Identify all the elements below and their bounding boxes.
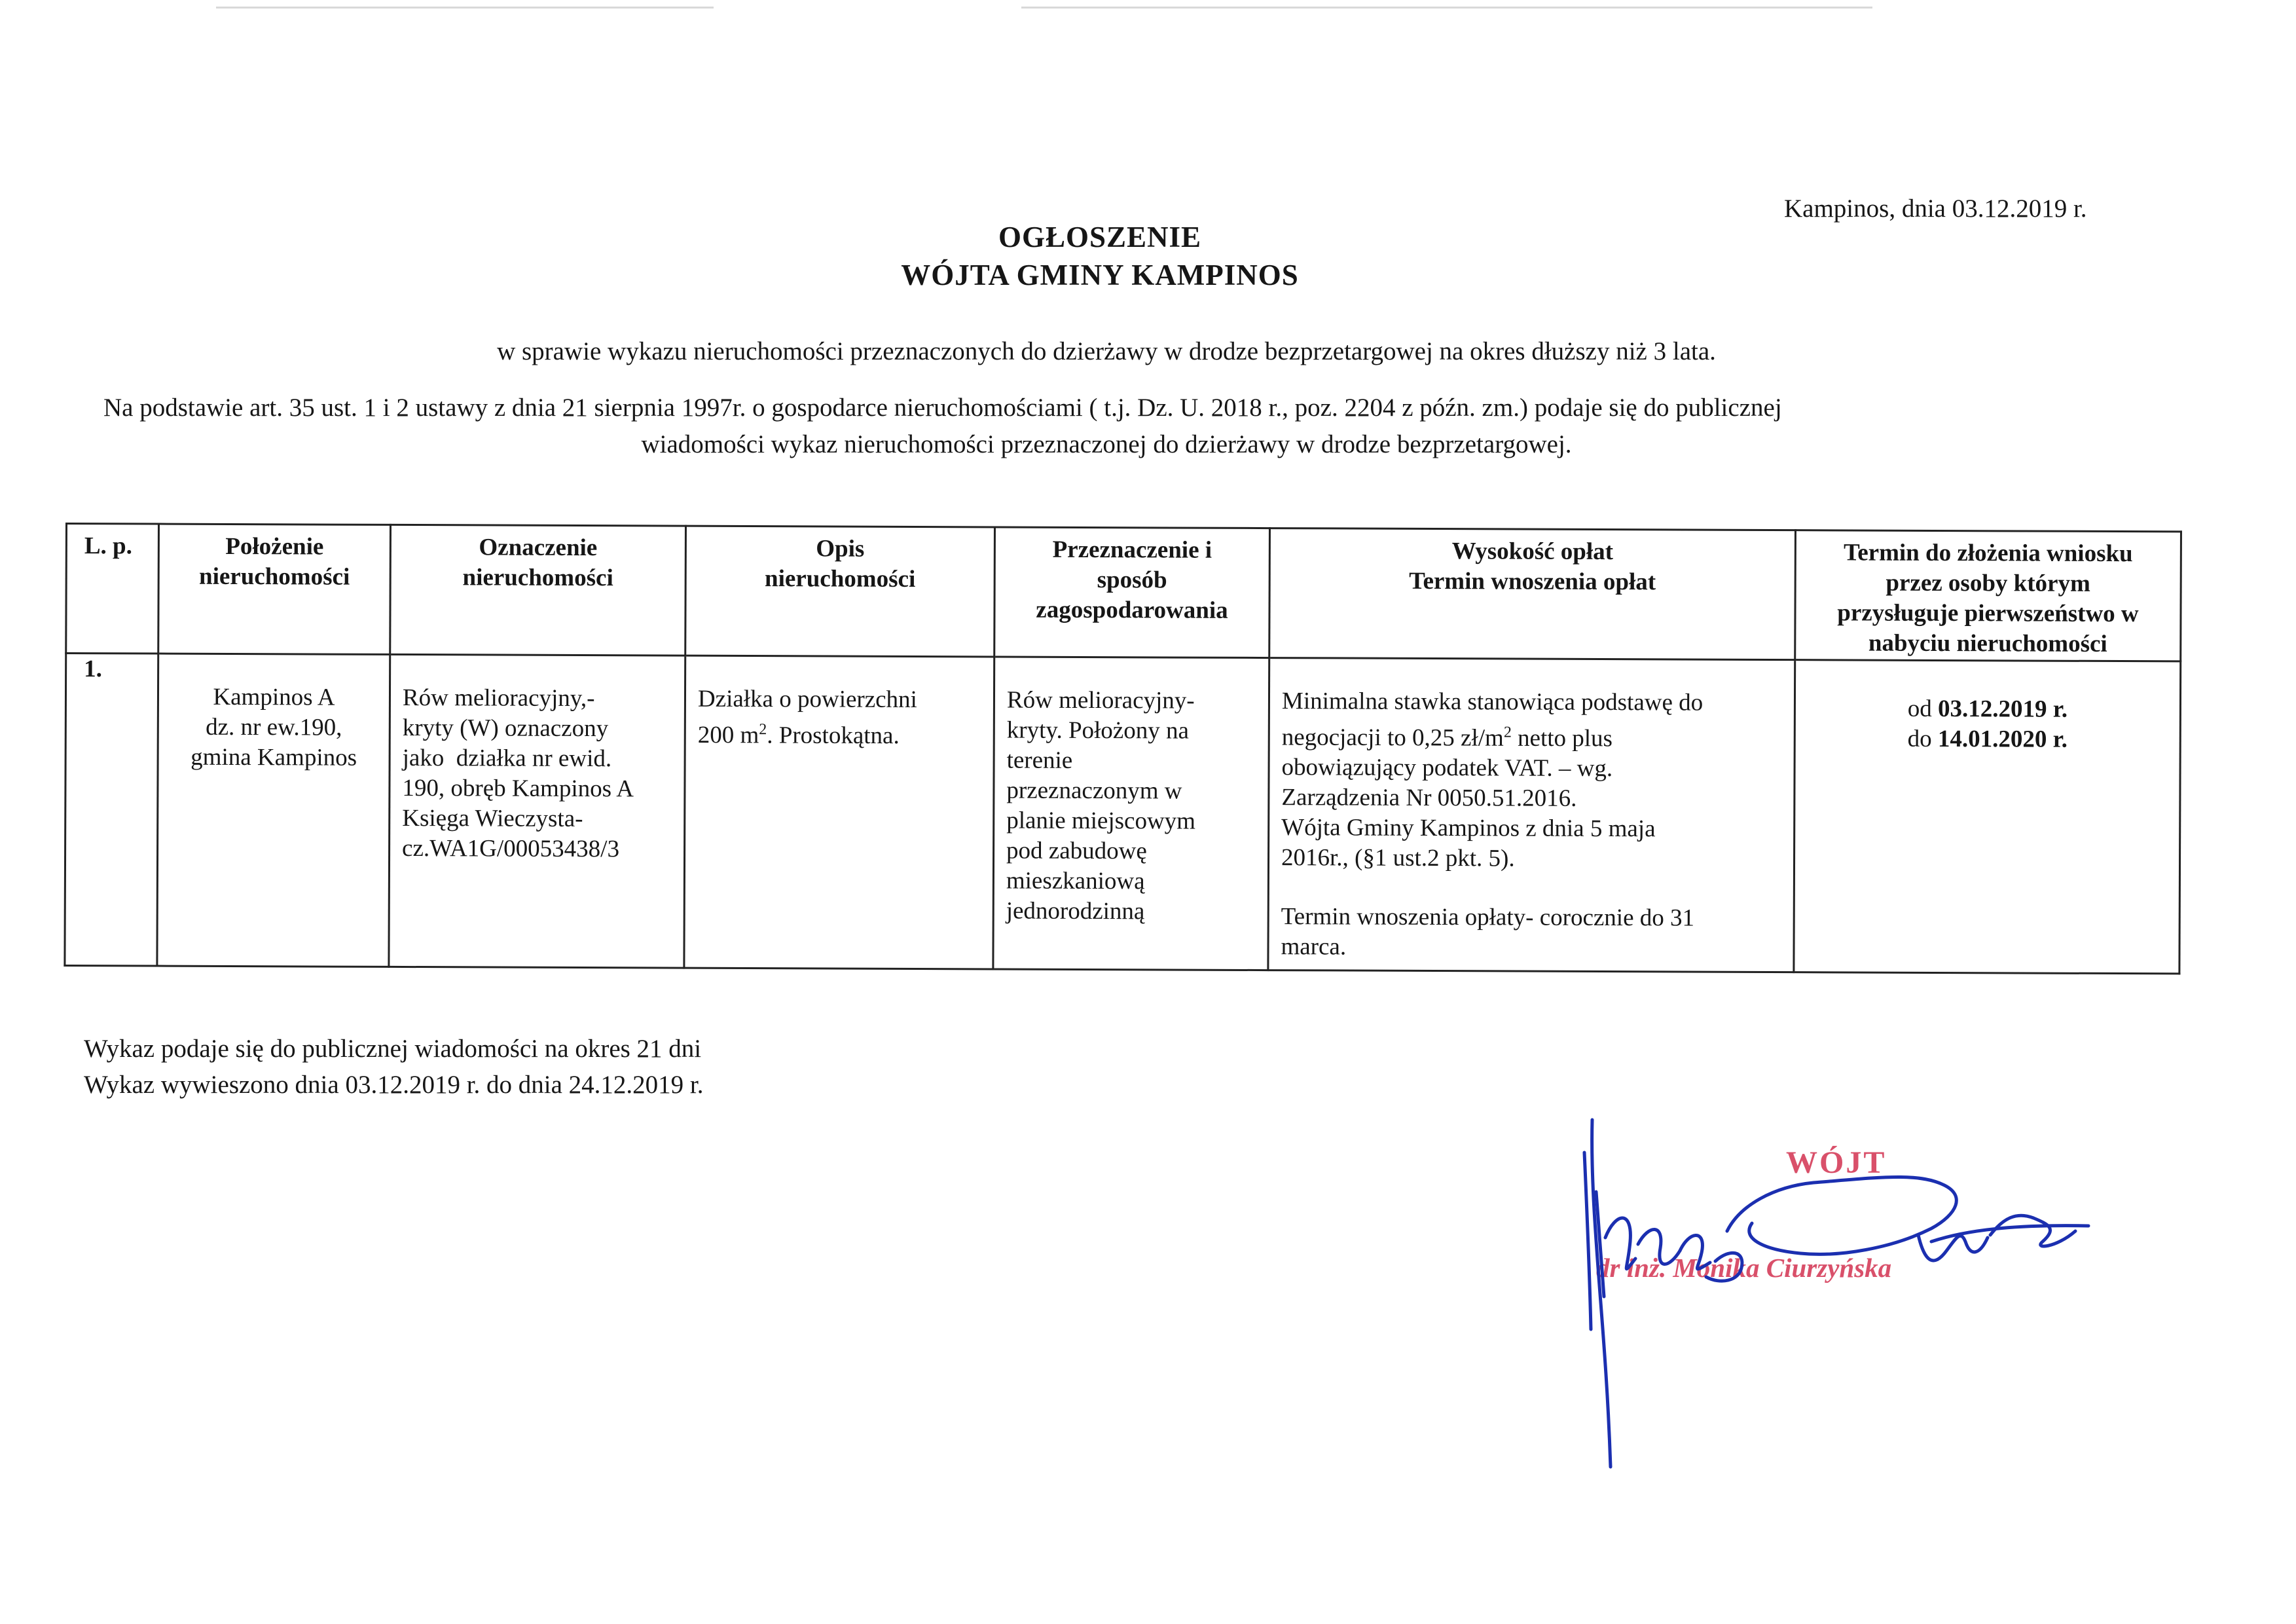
header-oznaczenie: Oznaczenie nieruchomości [390,525,686,655]
header-polozenie: Położenie nieruchomości [158,524,391,654]
header-przeznaczenie: Przeznaczenie i sposób zagospodarowania [994,527,1270,658]
footer-line1: Wykaz podaje się do publicznej wiadomości na okres 21 dni [84,1035,702,1063]
stamp-name: dr inż. Monika Ciurzyńska [1596,1253,1892,1283]
cell-oznaczenie: Rów melioracyjny,- kryty (W) oznaczony jako działka nr ewid. 190, obręb Kampinos A Księga Wieczysta- cz.WA1G/00053438/3 [389,654,685,968]
header-wysokosc-oplat: Wysokość opłat Termin wnoszenia opłat [1269,528,1796,660]
header-lp: L. p. [66,524,159,654]
document-title-line1: OGŁOSZENIE [998,221,1202,253]
table-header-row [66,524,2181,661]
cell-termin-wniosku: od 03.12.2019 r. do 14.01.2020 r. [1794,660,2181,974]
property-table [64,523,2182,974]
footer-notes [84,1031,704,1103]
header-termin-wniosku: Termin do złożenia wniosku przez osoby którym przysługuje pierwszeństwo w nabyciu nieruchomości [1795,530,2181,661]
document-date: Kampinos, dnia 03.12.2019 r. [1784,194,2087,223]
table-row [65,654,2181,974]
legal-basis-line1: Na podstawie art. 35 ust. 1 i 2 ustawy z dnia 21 sierpnia 1997r. o gospodarce nieruchomościami ( t.j. Dz. U. 2018 r., poz. 2204 z późn. zm.) podaje się do publicznej [103,394,1782,422]
document-subject: w sprawie wykazu nieruchomości przeznaczonych do dzierżawy w drodze bezprzetargowej na okres dłuższy niż 3 lata. [497,337,1716,365]
stamp-title: WÓJT [1786,1145,1887,1180]
scan-edge-line [1021,7,1872,9]
cell-opis: Działka o powierzchni 200 $m^2$. Prostokątna. [684,655,994,969]
cell-lp: 1. [65,654,158,967]
header-opis: Opis nieruchomości [685,526,995,657]
handwritten-signature [1565,1113,2108,1480]
legal-basis-line2: wiadomości wykaz nieruchomości przeznaczonej do dzierżawy w drodze bezprzetargowej. [641,430,1572,458]
document-title-line2: WÓJTA GMINY KAMPINOS [901,259,1299,291]
footer-line2: Wykaz wywieszono dnia 03.12.2019 r. do dnia 24.12.2019 r. [84,1071,704,1099]
cell-polozenie: Kampinos A dz. nr ew.190, gmina Kampinos [157,654,390,967]
cell-wysokosc-oplat: Minimalna stawka stanowiąca podstawę do negocjacji to 0,25 $zł/m^2$ netto plus obowiązujący podatek VAT. – wg. Zarządzenia Nr 0050.51.2016. Wójta Gminy Kampinos z dnia 5 maja 2016r., (§1 ust.2 pkt. 5). Termin wnoszenia opłaty- corocznie do 31 marca. [1268,658,1795,972]
scan-edge-line [216,7,714,9]
cell-przeznaczenie: Rów melioracyjny- kryty. Położony na terenie przeznaczonym w planie miejscowym pod zabudowę mieszkaniową jednorodzinną [993,657,1269,970]
